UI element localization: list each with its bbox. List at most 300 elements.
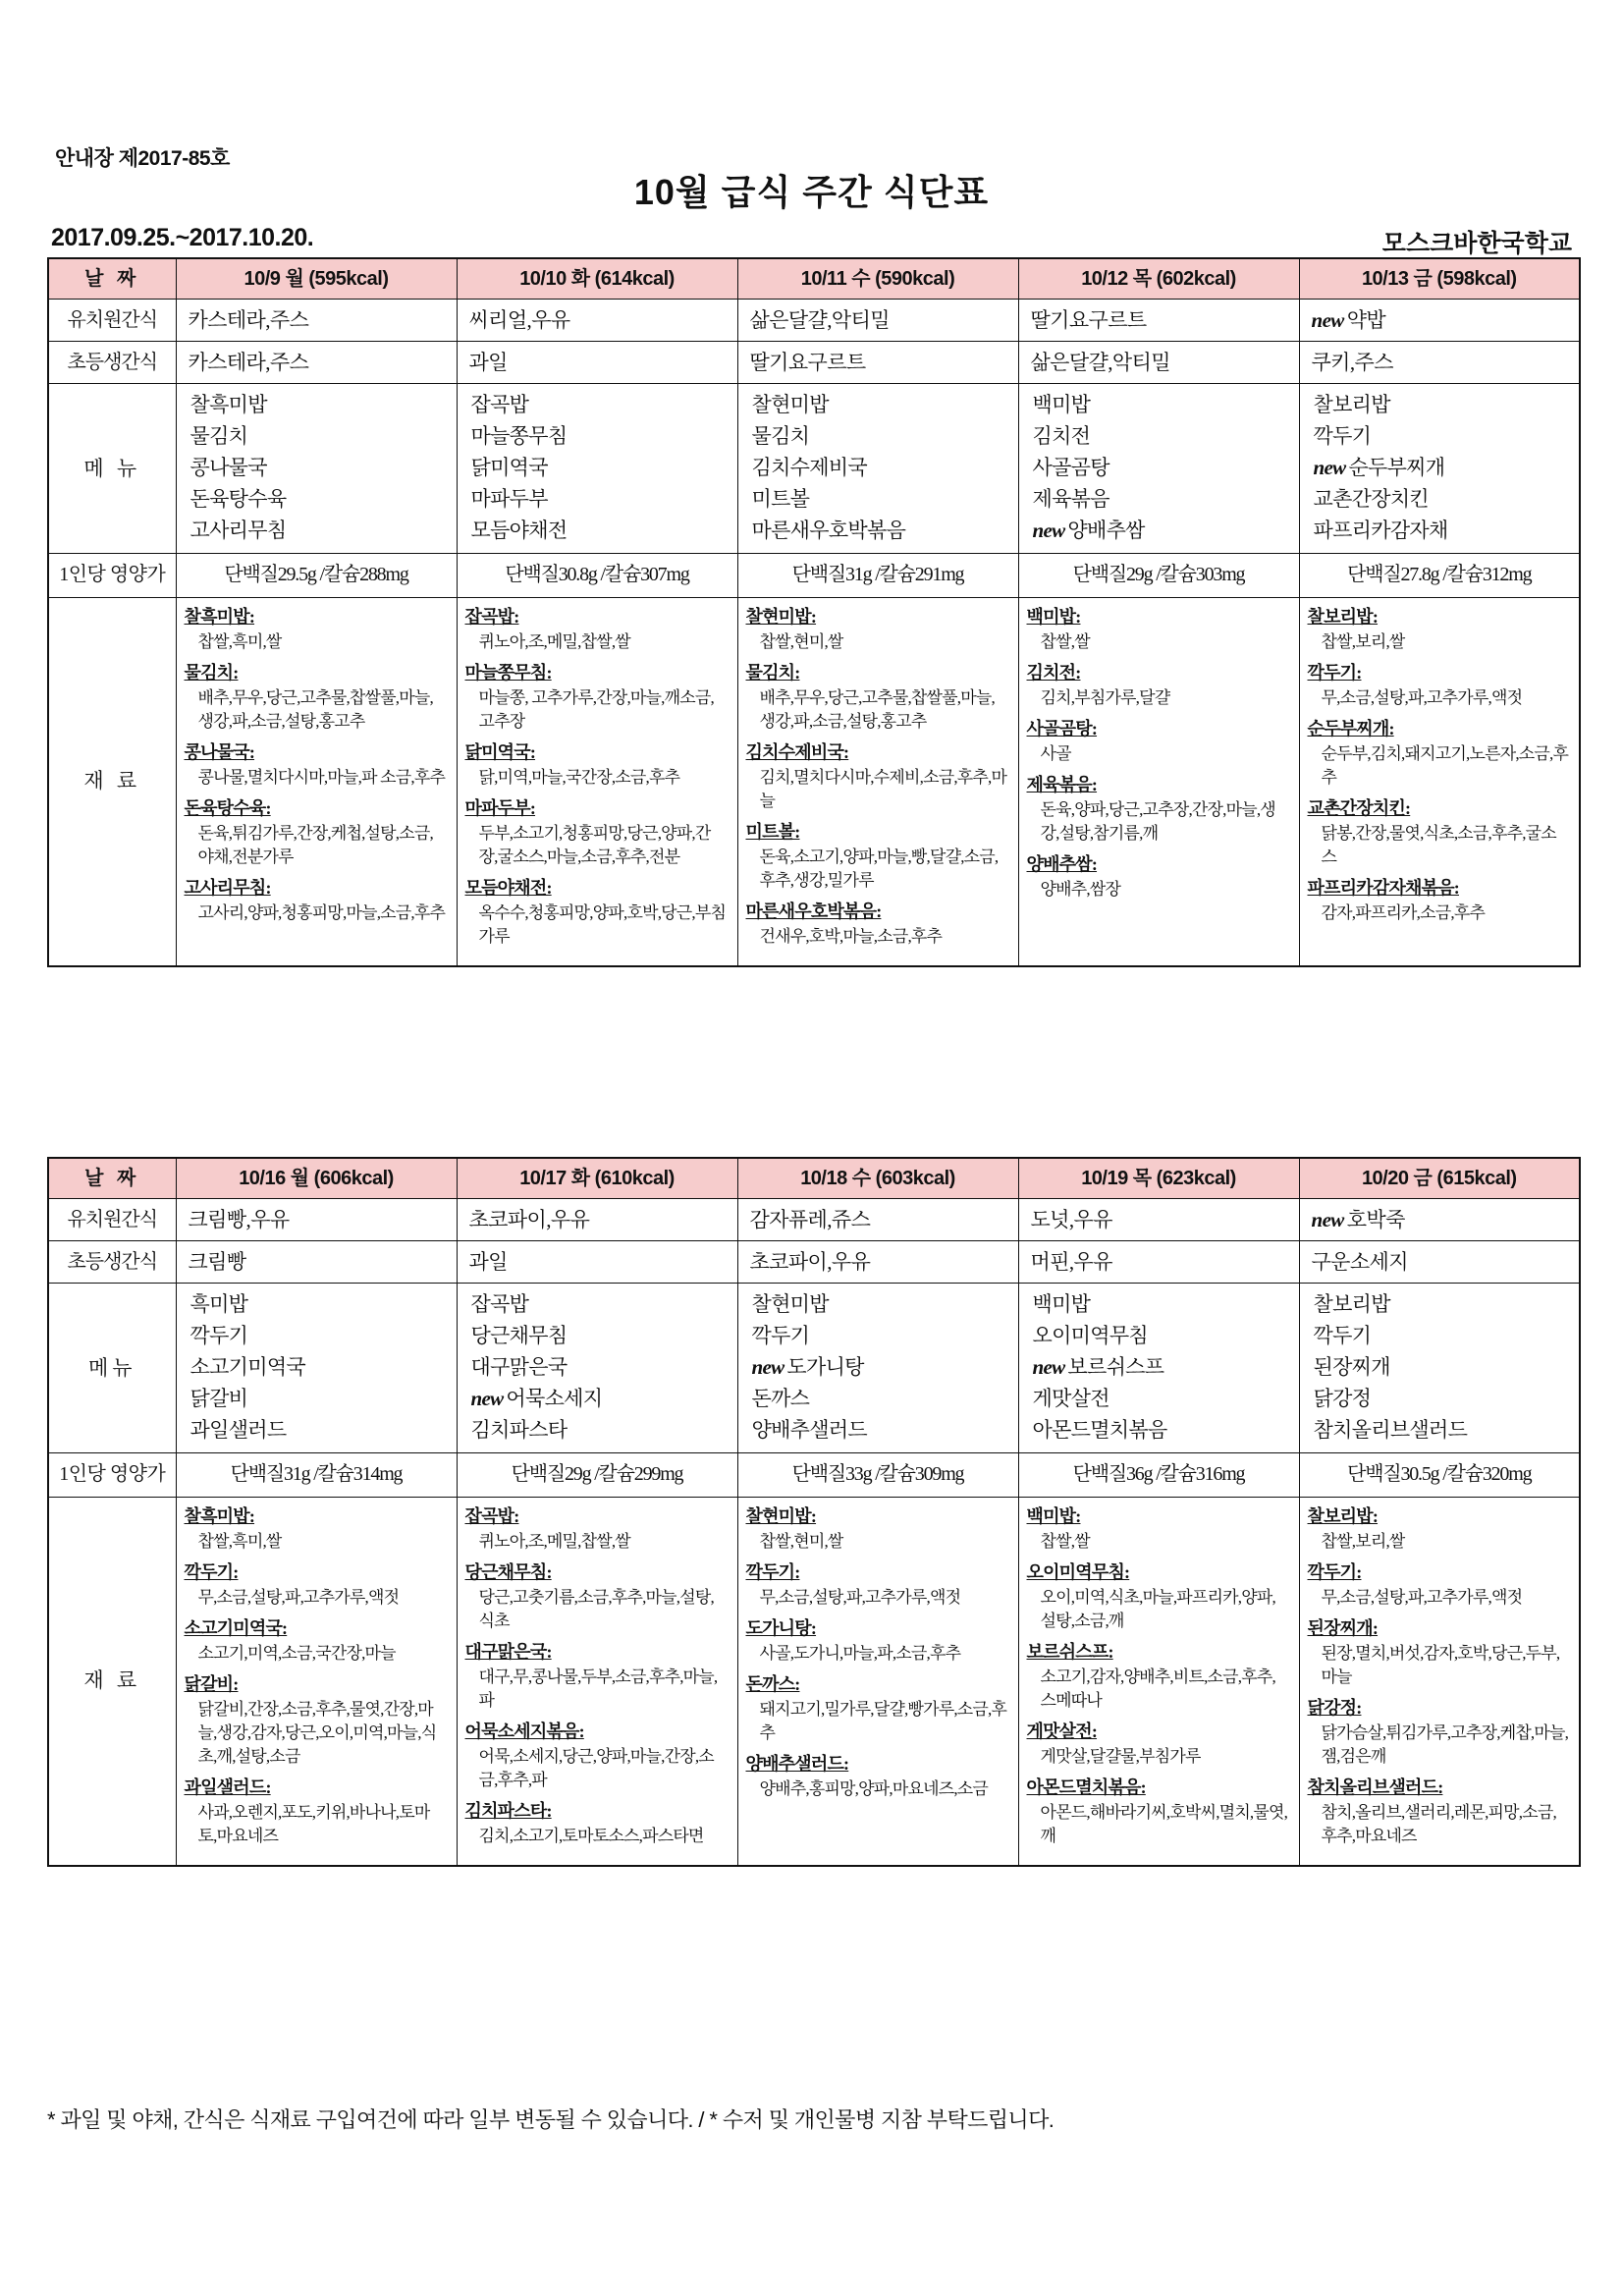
ingredient-block <box>465 1719 730 1792</box>
ingredient-items: 두부,소고기,청홍피망,당근,양파,간장,굴소스,마늘,소금,후추,전분 <box>478 824 711 867</box>
ingredient-items: 소고기,미역,소금,국간장,마늘 <box>197 1643 396 1663</box>
ingredient-items: 닭가슴살,튀김가루,고추장,케찹,마늘,잼,검은깨 <box>1321 1723 1569 1767</box>
menu-label: 메 뉴 <box>48 384 176 554</box>
ingredient-block <box>465 875 730 949</box>
day-header-3: 10/18 수 (603kcal) <box>737 1158 1018 1199</box>
kindergarten-snack-cell-2: 초코파이,우유 <box>457 1199 737 1241</box>
ingredient-dish-name: 김치수제비국: <box>745 741 849 762</box>
menu-list <box>461 1289 733 1447</box>
school-name: 모스크바한국학교 <box>1381 230 1572 257</box>
ingredient-block <box>185 604 449 654</box>
menu-item: 찰현미밥 <box>751 393 829 416</box>
ingredient-block <box>1027 851 1291 902</box>
ingredient-dish-name: 양배추쌈: <box>1026 854 1098 875</box>
ingredient-items: 마늘쫑, 고추가루,간장,마늘,깨소금,고추장 <box>478 687 714 731</box>
ingredients-cell-3 <box>737 597 1018 966</box>
ingredient-dish-name: 마파두부: <box>464 798 536 819</box>
ingredient-dish-name: 김치파스타: <box>464 1801 552 1822</box>
menu-list <box>1023 1289 1295 1447</box>
ingredient-items: 당근,고춧기름,소금,후추,마늘,설탕,식초 <box>478 1587 714 1630</box>
day-header-5: 10/13 금 (598kcal) <box>1299 258 1580 300</box>
day-header-2: 10/10 화 (614kcal) <box>457 258 737 300</box>
ingredient-block <box>746 604 1010 654</box>
ingredient-items: 사골,도가니,마늘,파,소금,후추 <box>759 1643 961 1663</box>
kindergarten-snack-label: 유치원간식 <box>48 1199 176 1241</box>
menu-item: 돈육탕수육 <box>189 486 287 511</box>
elementary-snack-cell-2: 과일 <box>457 1241 737 1284</box>
ingredient-items: 닭,미역,마늘,국간장,소금,후추 <box>478 767 680 787</box>
ingredients-cell-3 <box>737 1497 1018 1866</box>
elementary-snack-cell-5: 쿠키,주스 <box>1299 342 1580 384</box>
day-header-2: 10/17 화 (610kcal) <box>457 1158 737 1199</box>
ingredient-block <box>465 795 730 869</box>
menu-list <box>742 390 1014 547</box>
nutrition-cell-2: 단백질30.8g /칼슘307mg <box>457 553 737 597</box>
kindergarten-snack-cell-4: 도넛,우유 <box>1018 1199 1299 1241</box>
nutrition-cell-5: 단백질27.8g /칼슘312mg <box>1299 553 1580 597</box>
ingredient-items: 찹쌀,흑미,쌀 <box>197 631 282 651</box>
menu-item: 마늘쫑무침 <box>470 423 568 448</box>
menu-list <box>1304 390 1576 547</box>
menu-item: new 어묵소세지 <box>470 1386 603 1410</box>
menu-item: 잡곡밥 <box>470 393 529 416</box>
ingredient-dish-name: 교촌간장치킨: <box>1307 798 1411 819</box>
menu-item: 깍두기 <box>751 1323 810 1347</box>
ingredient-dish-name: 백미밥: <box>1026 606 1081 627</box>
nutrition-cell-1: 단백질31g /칼슘314mg <box>176 1452 457 1497</box>
day-header-3: 10/11 수 (590kcal) <box>737 258 1018 300</box>
ingredient-block <box>1308 1503 1572 1554</box>
menu-item: 교촌간장치킨 <box>1313 486 1430 511</box>
menu-item: 흑미밥 <box>189 1292 248 1316</box>
ingredient-dish-name: 잡곡밥: <box>464 606 519 627</box>
menu-item: 닭미역국 <box>470 455 548 479</box>
header-label-date: 날 짜 <box>48 258 176 300</box>
ingredient-items: 무,소금,설탕,파,고추가루,액젓 <box>759 1587 961 1607</box>
new-item-tag: new <box>1311 307 1344 332</box>
row-menu <box>48 384 1580 554</box>
ingredient-items: 아몬드,해바라기씨,호박씨,멸치,물엿,깨 <box>1040 1803 1288 1846</box>
ingredient-dish-name: 찰보리밥: <box>1307 606 1379 627</box>
menu-item: 깍두기 <box>189 1323 248 1347</box>
ingredient-items: 배추,무우,당근,고추물,찹쌀풀,마늘,생강,파,소금,설탕,홍고추 <box>197 687 433 731</box>
ingredient-dish-name: 닭미역국: <box>464 741 536 762</box>
nutrition-cell-4: 단백질29g /칼슘303mg <box>1018 553 1299 597</box>
menu-item: new 양배추쌈 <box>1032 518 1145 542</box>
ingredient-block <box>1027 660 1291 710</box>
nutrition-label: 1인당 영양가 <box>48 553 176 597</box>
kindergarten-snack-cell-5: new 호박죽 <box>1299 1199 1580 1241</box>
ingredient-block <box>1027 1503 1291 1554</box>
ingredient-dish-name: 참치올리브샐러드: <box>1307 1777 1443 1798</box>
new-item-tag: new <box>1313 455 1346 479</box>
week2-body <box>48 1158 1580 1866</box>
day-header-5: 10/20 금 (615kcal) <box>1299 1158 1580 1199</box>
menu-list <box>181 390 453 547</box>
elementary-snack-cell-1: 카스테라,주스 <box>176 342 457 384</box>
ingredient-block <box>1308 660 1572 710</box>
ingredient-block <box>185 1615 449 1666</box>
ingredient-items: 돈육,양파,당근,고추장,간장,마늘,생강,설탕,참기름,깨 <box>1040 799 1275 844</box>
ingredient-dish-name: 보르쉬스프: <box>1026 1641 1113 1662</box>
menu-item: 참치올리브샐러드 <box>1313 1417 1468 1442</box>
ingredient-dish-name: 백미밥: <box>1026 1505 1081 1526</box>
menu-cell-3 <box>737 384 1018 554</box>
ingredient-dish-name: 찰보리밥: <box>1307 1505 1379 1526</box>
ingredient-items: 찹쌀,쌀 <box>1040 1531 1090 1551</box>
menu-item: 파프리카감자채 <box>1313 518 1448 542</box>
menu-item: 물김치 <box>189 423 248 448</box>
menu-item: 모듬야채전 <box>470 518 568 542</box>
ingredient-items: 배추,무우,당근,고추물,찹쌀풀,마늘,생강,파,소금,설탕,홍고추 <box>759 687 995 731</box>
ingredient-dish-name: 모듬야채전: <box>464 878 552 899</box>
menu-item: 닭강정 <box>1313 1386 1372 1410</box>
menu-item: 대구맑은국 <box>470 1354 568 1379</box>
ingredient-block <box>1308 875 1572 925</box>
ingredient-dish-name: 마늘쫑무침: <box>464 662 552 683</box>
ingredient-dish-name: 미트볼: <box>745 822 800 843</box>
row-menu <box>48 1284 1580 1453</box>
ingredient-block <box>746 899 1010 949</box>
ingredient-block <box>185 1775 449 1848</box>
ingredient-block <box>746 739 1010 813</box>
ingredient-block <box>1027 716 1291 766</box>
menu-item: 아몬드멸치볶음 <box>1032 1417 1167 1442</box>
ingredient-block <box>185 1559 449 1610</box>
menu-item: 미트볼 <box>751 486 810 511</box>
ingredient-dish-name: 소고기미역국: <box>184 1617 288 1638</box>
menu-item: 소고기미역국 <box>189 1354 306 1379</box>
ingredient-block <box>746 1751 1010 1801</box>
ingredient-items: 양배추,쌈장 <box>1040 880 1121 900</box>
ingredient-block <box>1027 1639 1291 1713</box>
ingredient-items: 찹쌀,보리,쌀 <box>1321 1531 1405 1551</box>
kindergarten-snack-cell-5: new 약밥 <box>1299 300 1580 342</box>
ingredient-block <box>1308 1615 1572 1689</box>
ingredient-items: 찹쌀,보리,쌀 <box>1321 631 1405 651</box>
menu-item: 찰보리밥 <box>1313 393 1390 416</box>
ingredient-dish-name: 어묵소세지볶음: <box>464 1722 584 1742</box>
ingredient-items: 사골 <box>1040 743 1071 763</box>
ingredient-dish-name: 고사리무침: <box>184 878 271 899</box>
ingredient-block <box>465 660 730 734</box>
weekly-menu-table-week1 <box>47 257 1581 967</box>
ingredient-dish-name: 콩나물국: <box>184 741 255 762</box>
menu-cell-4 <box>1018 384 1299 554</box>
ingredient-items: 돈육,튀김가루,간장,케첩,설탕,소금,야채,전분가루 <box>197 824 433 867</box>
ingredients-cell-1 <box>176 597 457 966</box>
menu-item: 사골곰탕 <box>1032 455 1109 479</box>
ingredients-cell-4 <box>1018 1497 1299 1866</box>
ingredient-dish-name: 제육볶음: <box>1026 774 1098 794</box>
menu-item: 물김치 <box>751 423 810 448</box>
ingredient-block <box>185 875 449 925</box>
kindergarten-snack-cell-3: 감자퓨레,쥬스 <box>737 1199 1018 1241</box>
ingredients-cell-2 <box>457 1497 737 1866</box>
nutrition-cell-1: 단백질29.5g /칼슘288mg <box>176 553 457 597</box>
ingredients-cell-1 <box>176 1497 457 1866</box>
menu-item: 콩나물국 <box>189 455 267 479</box>
ingredient-dish-name: 대구맑은국: <box>464 1641 552 1662</box>
elementary-snack-label: 초등생간식 <box>48 1241 176 1284</box>
ingredient-dish-name: 물김치: <box>184 662 239 683</box>
table-header-row <box>48 258 1580 300</box>
menu-list <box>461 390 733 547</box>
ingredient-items: 소고기,감자,양배추,비트,소금,후추,스메따나 <box>1040 1667 1275 1711</box>
kindergarten-snack-cell-4: 딸기요구르트 <box>1018 300 1299 342</box>
ingredient-dish-name: 깍두기: <box>1307 1561 1362 1582</box>
ingredient-block <box>1027 1559 1291 1633</box>
menu-item: 김치수제비국 <box>751 455 868 479</box>
ingredient-block <box>746 819 1010 893</box>
ingredient-block <box>1027 772 1291 846</box>
ingredient-dish-name: 찰흑미밥: <box>184 606 255 627</box>
ingredient-items: 찹쌀,쌀 <box>1040 631 1090 651</box>
weekly-menu-table-week2 <box>47 1157 1581 1867</box>
kindergarten-snack-cell-1: 크림빵,우유 <box>176 1199 457 1241</box>
ingredient-items: 찹쌀,현미,쌀 <box>759 631 843 651</box>
elementary-snack-label: 초등생간식 <box>48 342 176 384</box>
ingredient-items: 순두부,김치,돼지고기,노른자,소금,후추 <box>1321 743 1569 787</box>
menu-item: 찰현미밥 <box>751 1292 829 1316</box>
ingredient-dish-name: 찰현미밥: <box>745 1505 817 1526</box>
nutrition-cell-3: 단백질33g /칼슘309mg <box>737 1452 1018 1497</box>
ingredient-items: 무,소금,설탕,파,고추가루,액젓 <box>197 1587 400 1607</box>
menu-item: 과일샐러드 <box>189 1417 287 1442</box>
ingredient-dish-name: 된장찌개: <box>1307 1617 1379 1638</box>
ingredient-block <box>465 1798 730 1848</box>
ingredient-dish-name: 잡곡밥: <box>464 1505 519 1526</box>
ingredient-items: 무,소금,설탕,파,고추가루,액젓 <box>1321 1587 1523 1607</box>
menu-item: 김치파스타 <box>470 1417 568 1442</box>
ingredient-items: 닭갈비,간장,소금,후추,물엿,간장,마늘,생강,감자,당근,오이,미역,마늘,식초,깨,설탕,소금 <box>197 1699 437 1767</box>
elementary-snack-cell-3: 초코파이,우유 <box>737 1241 1018 1284</box>
ingredient-dish-name: 찰현미밥: <box>745 606 817 627</box>
day-header-4: 10/12 목 (602kcal) <box>1018 258 1299 300</box>
nutrition-cell-3: 단백질31g /칼슘291mg <box>737 553 1018 597</box>
ingredient-block <box>185 739 449 790</box>
table-header-row <box>48 1158 1580 1199</box>
ingredient-block <box>1308 1559 1572 1610</box>
ingredient-items: 콩나물,멸치다시마,마늘,파 소금,후추 <box>197 767 446 787</box>
ingredient-dish-name: 양배추샐러드: <box>745 1754 849 1775</box>
ingredient-block <box>465 604 730 654</box>
date-range: 2017.09.25.~2017.10.20. <box>51 224 314 251</box>
ingredients-cell-4 <box>1018 597 1299 966</box>
nutrition-cell-2: 단백질29g /칼슘299mg <box>457 1452 737 1497</box>
row-ingredients <box>48 597 1580 966</box>
menu-cell-3 <box>737 1284 1018 1453</box>
menu-list <box>1023 390 1295 547</box>
menu-item: 양배추샐러드 <box>751 1417 868 1442</box>
menu-item: 마파두부 <box>470 486 548 511</box>
elementary-snack-cell-2: 과일 <box>457 342 737 384</box>
menu-item: 닭갈비 <box>189 1386 248 1410</box>
ingredient-dish-name: 아몬드멸치볶음: <box>1026 1777 1146 1798</box>
new-item-tag: new <box>1032 518 1065 542</box>
menu-item: 당근채무침 <box>470 1323 568 1347</box>
ingredients-label: 재 료 <box>48 597 176 966</box>
ingredient-dish-name: 도가니탕: <box>745 1617 817 1638</box>
ingredient-items: 양배추,홍피망,양파,마요네즈,소금 <box>759 1779 989 1799</box>
ingredient-items: 옥수수,청홍피망,양파,호박,당근,부침가루 <box>478 903 727 947</box>
ingredient-block <box>1308 604 1572 654</box>
menu-item: 깍두기 <box>1313 1323 1372 1347</box>
ingredient-items: 돼지고기,밀가루,달걀,빵가루,소금,후추 <box>759 1699 1007 1743</box>
ingredient-items: 김치,멸치다시마,수제비,소금,후추,마늘 <box>759 767 1007 811</box>
ingredient-items: 게맛살,달걀물,부침가루 <box>1040 1747 1201 1767</box>
ingredient-items: 무,소금,설탕,파,고추가루,액젓 <box>1321 687 1523 707</box>
menu-item: 잡곡밥 <box>470 1292 529 1316</box>
menu-item: 된장찌개 <box>1313 1354 1390 1379</box>
menu-item: new 순두부찌개 <box>1313 455 1445 479</box>
document-number: 안내장 제2017-85호 <box>55 147 230 170</box>
ingredient-block <box>1027 1719 1291 1769</box>
ingredient-block <box>465 1639 730 1713</box>
ingredient-block <box>185 660 449 734</box>
day-header-4: 10/19 목 (623kcal) <box>1018 1158 1299 1199</box>
ingredient-block <box>465 739 730 790</box>
ingredients-cell-2 <box>457 597 737 966</box>
elementary-snack-cell-1: 크림빵 <box>176 1241 457 1284</box>
menu-item: 깍두기 <box>1313 423 1372 448</box>
row-nutrition <box>48 553 1580 597</box>
ingredient-items: 돈육,소고기,양파,마늘,빵,달걀,소금,후추,생강,밀가루 <box>759 847 999 891</box>
ingredient-dish-name: 깍두기: <box>184 1561 239 1582</box>
ingredient-block <box>465 1503 730 1554</box>
ingredient-dish-name: 돈육탕수육: <box>184 798 271 819</box>
menu-label: 메뉴 <box>48 1284 176 1453</box>
menu-item: 돈까스 <box>751 1386 810 1410</box>
ingredient-items: 참치,올리브,샐러리,레몬,피망,소금,후추,마요네즈 <box>1321 1803 1556 1846</box>
ingredient-block <box>746 660 1010 734</box>
ingredient-items: 건새우,호박,마늘,소금,후추 <box>759 927 943 947</box>
new-item-tag: new <box>1311 1207 1344 1231</box>
menu-cell-2 <box>457 1284 737 1453</box>
ingredient-items: 고사리,양파,청홍피망,마늘,소금,후추 <box>197 903 446 923</box>
menu-cell-5 <box>1299 384 1580 554</box>
kindergarten-snack-cell-2: 씨리얼,우유 <box>457 300 737 342</box>
header-label-date: 날 짜 <box>48 1158 176 1199</box>
new-item-tag: new <box>751 1354 784 1379</box>
ingredient-dish-name: 오이미역무침: <box>1026 1561 1130 1582</box>
ingredient-dish-name: 마른새우호박볶음: <box>745 902 882 922</box>
ingredient-block <box>185 1671 449 1769</box>
page-title: 10월 급식 주간 식단표 <box>633 172 990 212</box>
row-ingredients <box>48 1497 1580 1866</box>
ingredient-dish-name: 파프리카감자채볶음: <box>1307 878 1459 899</box>
footnote: * 과일 및 야채, 간식은 식재료 구입여건에 따라 일부 변동될 수 있습니다. / * 수저 및 개인물병 지참 부탁드립니다. <box>47 2107 1055 2132</box>
menu-item: 찰흑미밥 <box>189 393 267 416</box>
row-elementary-snack <box>48 1241 1580 1284</box>
ingredient-block <box>746 1615 1010 1666</box>
ingredient-items: 닭봉,간장,물엿,식초,소금,후추,굴소스 <box>1321 824 1556 867</box>
menu-item: 백미밥 <box>1032 1292 1091 1316</box>
ingredient-items: 감자,파프리카,소금,후추 <box>1321 903 1486 923</box>
nutrition-label: 1인당 영양가 <box>48 1452 176 1497</box>
row-nutrition <box>48 1452 1580 1497</box>
menu-item: 백미밥 <box>1032 393 1091 416</box>
ingredient-items: 사과,오렌지,포도,키위,바나나,토마토,마요네즈 <box>197 1803 430 1846</box>
ingredient-items: 된장,멸치,버섯,감자,호박,당근,두부,마늘 <box>1321 1643 1560 1686</box>
ingredient-block <box>1308 1775 1572 1848</box>
new-item-tag: new <box>470 1386 504 1410</box>
ingredient-dish-name: 사골곰탕: <box>1026 718 1098 738</box>
menu-cell-5 <box>1299 1284 1580 1453</box>
menu-cell-1 <box>176 1284 457 1453</box>
ingredient-items: 어묵,소세지,당근,양파,마늘,간장,소금,후추,파 <box>478 1747 714 1790</box>
menu-item: new 도가니탕 <box>751 1354 864 1379</box>
ingredients-cell-5 <box>1299 1497 1580 1866</box>
ingredient-items: 퀴노아,조,메밀,찹쌀,쌀 <box>478 631 630 651</box>
ingredient-block <box>465 1559 730 1633</box>
ingredient-dish-name: 닭강정: <box>1307 1698 1362 1719</box>
kindergarten-snack-cell-1: 카스테라,주스 <box>176 300 457 342</box>
menu-item: 고사리무침 <box>189 518 287 542</box>
nutrition-cell-5: 단백질30.5g /칼슘320mg <box>1299 1452 1580 1497</box>
menu-list <box>1304 1289 1576 1447</box>
kindergarten-snack-label: 유치원간식 <box>48 300 176 342</box>
menu-item: 마른새우호박볶음 <box>751 518 906 542</box>
ingredient-dish-name: 물김치: <box>745 662 800 683</box>
ingredient-block <box>746 1671 1010 1745</box>
ingredient-block <box>746 1503 1010 1554</box>
ingredient-items: 찹쌀,흑미,쌀 <box>197 1531 282 1551</box>
ingredient-block <box>1308 795 1572 869</box>
ingredient-dish-name: 당근채무침: <box>464 1561 552 1582</box>
menu-item: 제육볶음 <box>1032 486 1109 511</box>
day-header-1: 10/9 월 (595kcal) <box>176 258 457 300</box>
ingredient-block <box>185 1503 449 1554</box>
ingredient-block <box>185 795 449 869</box>
ingredient-block <box>1027 604 1291 654</box>
ingredient-block <box>746 1559 1010 1610</box>
ingredient-items: 오이,미역,식초,마늘,파프리카,양파,설탕,소금,깨 <box>1040 1587 1275 1630</box>
menu-item: 게맛살전 <box>1032 1386 1109 1410</box>
ingredient-dish-name: 깍두기: <box>745 1561 800 1582</box>
menu-item: 오이미역무침 <box>1032 1323 1149 1347</box>
menu-item: 김치전 <box>1032 423 1091 448</box>
elementary-snack-cell-5: 구운소세지 <box>1299 1241 1580 1284</box>
menu-list <box>742 1289 1014 1447</box>
elementary-snack-cell-4: 삶은달걀,악티밀 <box>1018 342 1299 384</box>
ingredient-dish-name: 닭갈비: <box>184 1673 239 1694</box>
new-item-tag: new <box>1032 1354 1065 1379</box>
week1-body <box>48 258 1580 966</box>
menu-list <box>181 1289 453 1447</box>
nutrition-cell-4: 단백질36g /칼슘316mg <box>1018 1452 1299 1497</box>
menu-cell-2 <box>457 384 737 554</box>
ingredient-dish-name: 순두부찌개: <box>1307 718 1394 738</box>
elementary-snack-cell-4: 머핀,우유 <box>1018 1241 1299 1284</box>
ingredients-cell-5 <box>1299 597 1580 966</box>
ingredient-dish-name: 게맛살전: <box>1026 1722 1098 1742</box>
ingredient-items: 김치,부침가루,달걀 <box>1040 687 1170 707</box>
ingredient-block <box>1308 716 1572 790</box>
row-kindergarten-snack <box>48 300 1580 342</box>
ingredient-items: 퀴노아,조,메밀,찹쌀,쌀 <box>478 1531 630 1551</box>
row-kindergarten-snack <box>48 1199 1580 1241</box>
ingredient-dish-name: 깍두기: <box>1307 662 1362 683</box>
row-elementary-snack <box>48 342 1580 384</box>
ingredient-items: 찹쌀,현미,쌀 <box>759 1531 843 1551</box>
ingredient-dish-name: 찰흑미밥: <box>184 1505 255 1526</box>
ingredient-block <box>1027 1775 1291 1848</box>
ingredient-dish-name: 돈까스: <box>745 1673 800 1694</box>
day-header-1: 10/16 월 (606kcal) <box>176 1158 457 1199</box>
ingredient-dish-name: 과일샐러드: <box>184 1777 271 1798</box>
menu-item: 찰보리밥 <box>1313 1292 1390 1316</box>
